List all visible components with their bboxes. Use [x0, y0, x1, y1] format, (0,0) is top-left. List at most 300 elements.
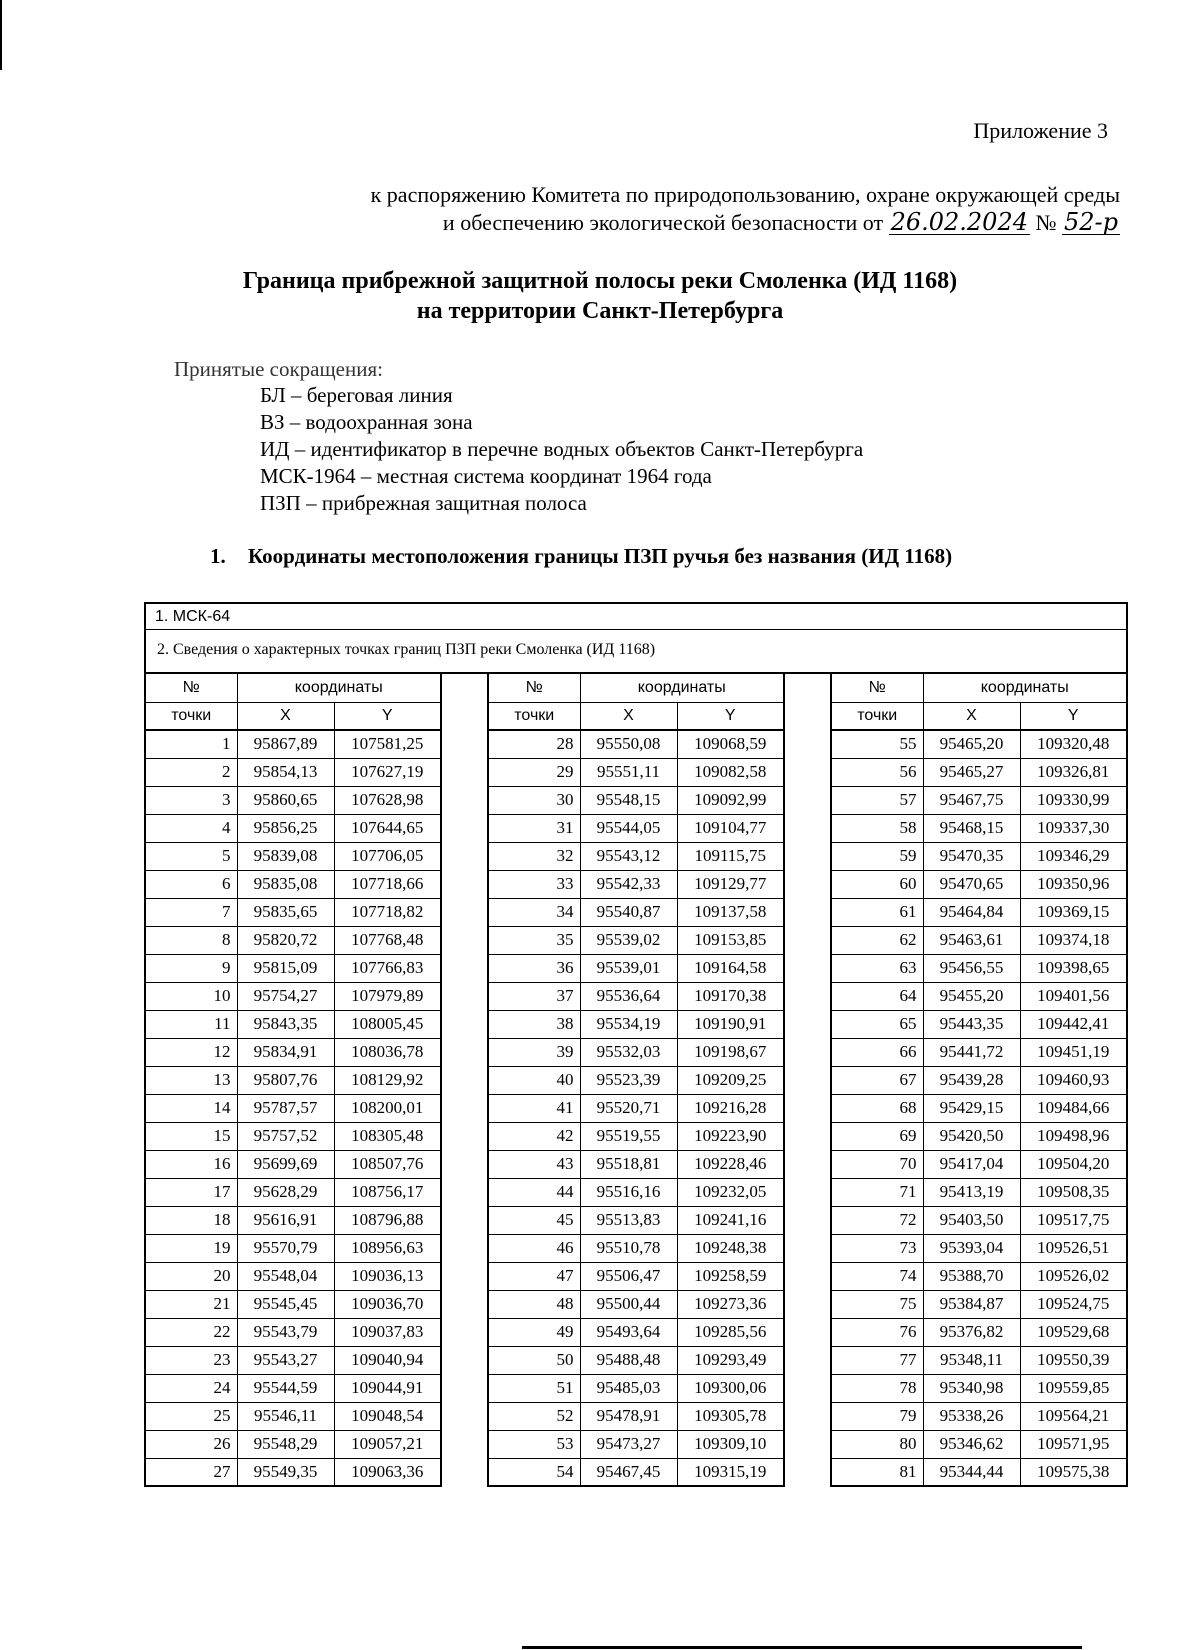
table-row [831, 1094, 1127, 1122]
y-coordinate-cell: 108200,01 [334, 1094, 441, 1122]
x-coordinate-cell: 95429,15 [923, 1094, 1020, 1122]
x-coordinate-cell: 95856,25 [237, 814, 334, 842]
table-row [831, 1402, 1127, 1430]
y-coordinate-cell: 107766,83 [334, 954, 441, 982]
y-coordinate-cell: 108036,78 [334, 1038, 441, 1066]
point-number-cell: 17 [145, 1178, 237, 1206]
point-number-cell: 65 [831, 1010, 923, 1038]
x-coordinate-cell: 95757,52 [237, 1122, 334, 1150]
coordinates-block-1 [144, 674, 442, 1487]
y-coordinate-cell: 108956,63 [334, 1234, 441, 1262]
y-coordinate-cell: 107581,25 [334, 730, 441, 758]
table-row [145, 1290, 441, 1318]
x-coordinate-cell: 95543,12 [580, 842, 677, 870]
table-row [145, 926, 441, 954]
x-coordinate-cell: 95839,08 [237, 842, 334, 870]
table-row [488, 1458, 784, 1486]
point-number-cell: 14 [145, 1094, 237, 1122]
x-coordinate-cell: 95835,65 [237, 898, 334, 926]
x-coordinate-cell: 95570,79 [237, 1234, 334, 1262]
y-coordinate-cell: 109401,56 [1020, 982, 1127, 1010]
table-row [488, 1234, 784, 1262]
table-row [831, 1150, 1127, 1178]
y-coordinate-cell: 107768,48 [334, 926, 441, 954]
abbreviation-item: ВЗ – водоохранная зона [260, 410, 473, 434]
y-coordinate-cell: 109285,56 [677, 1318, 784, 1346]
x-coordinate-cell: 95376,82 [923, 1318, 1020, 1346]
x-coordinate-cell: 95616,91 [237, 1206, 334, 1234]
x-coordinate-cell: 95548,29 [237, 1430, 334, 1458]
table-row [831, 758, 1127, 786]
table-row [488, 1346, 784, 1374]
point-number-cell: 33 [488, 870, 580, 898]
x-coordinate-cell: 95545,45 [237, 1290, 334, 1318]
y-coordinate-cell: 109048,54 [334, 1402, 441, 1430]
y-coordinate-cell: 109170,38 [677, 982, 784, 1010]
coordinates-block-2 [487, 674, 785, 1487]
order-number-handwritten: 52-р [1063, 208, 1118, 236]
y-coordinate-cell: 109228,46 [677, 1150, 784, 1178]
point-number-cell: 51 [488, 1374, 580, 1402]
x-coordinate-cell: 95551,11 [580, 758, 677, 786]
y-coordinate-cell: 107628,98 [334, 786, 441, 814]
point-number-cell: 61 [831, 898, 923, 926]
x-coordinate-cell: 95546,11 [237, 1402, 334, 1430]
x-coordinate-cell: 95815,09 [237, 954, 334, 982]
point-number-cell: 18 [145, 1206, 237, 1234]
column-header-coordinates: координаты [237, 674, 441, 702]
point-number-cell: 20 [145, 1262, 237, 1290]
y-coordinate-cell: 108305,48 [334, 1122, 441, 1150]
table-row [145, 870, 441, 898]
table-row [488, 1206, 784, 1234]
x-coordinate-cell: 95834,91 [237, 1038, 334, 1066]
point-number-cell: 63 [831, 954, 923, 982]
point-number-cell: 24 [145, 1374, 237, 1402]
y-coordinate-cell: 107979,89 [334, 982, 441, 1010]
x-coordinate-cell: 95468,15 [923, 814, 1020, 842]
table-row [831, 1262, 1127, 1290]
point-number-cell: 79 [831, 1402, 923, 1430]
point-number-cell: 30 [488, 786, 580, 814]
x-coordinate-cell: 95543,79 [237, 1318, 334, 1346]
table-row [488, 1262, 784, 1290]
point-number-cell: 29 [488, 758, 580, 786]
x-coordinate-cell: 95403,50 [923, 1206, 1020, 1234]
x-coordinate-cell: 95548,04 [237, 1262, 334, 1290]
y-coordinate-cell: 109305,78 [677, 1402, 784, 1430]
y-coordinate-cell: 108507,76 [334, 1150, 441, 1178]
section-title: Координаты местоположения границы ПЗП ручья без названия (ИД 1168) [248, 544, 953, 568]
column-header-x: X [580, 702, 677, 730]
table-row [488, 1150, 784, 1178]
y-coordinate-cell: 109326,81 [1020, 758, 1127, 786]
y-coordinate-cell: 109526,02 [1020, 1262, 1127, 1290]
point-number-cell: 49 [488, 1318, 580, 1346]
point-number-cell: 81 [831, 1458, 923, 1486]
y-coordinate-cell: 109209,25 [677, 1066, 784, 1094]
y-coordinate-cell: 109258,59 [677, 1262, 784, 1290]
point-number-cell: 16 [145, 1150, 237, 1178]
x-coordinate-cell: 95820,72 [237, 926, 334, 954]
point-number-cell: 55 [831, 730, 923, 758]
point-number-cell: 64 [831, 982, 923, 1010]
y-coordinate-cell: 109350,96 [1020, 870, 1127, 898]
x-coordinate-cell: 95854,13 [237, 758, 334, 786]
table-row [145, 1206, 441, 1234]
point-number-cell: 44 [488, 1178, 580, 1206]
x-coordinate-cell: 95532,03 [580, 1038, 677, 1066]
y-coordinate-cell: 109044,91 [334, 1374, 441, 1402]
table-row [145, 898, 441, 926]
y-coordinate-cell: 109115,75 [677, 842, 784, 870]
column-header-coordinates: координаты [923, 674, 1127, 702]
x-coordinate-cell: 95456,55 [923, 954, 1020, 982]
x-coordinate-cell: 95506,47 [580, 1262, 677, 1290]
table-row [488, 814, 784, 842]
point-number-cell: 21 [145, 1290, 237, 1318]
table-row [831, 1122, 1127, 1150]
y-coordinate-cell: 109223,90 [677, 1122, 784, 1150]
x-coordinate-cell: 95344,44 [923, 1458, 1020, 1486]
table-row [831, 1206, 1127, 1234]
table-row [145, 1430, 441, 1458]
coordinates-table-header [144, 602, 1128, 674]
x-coordinate-cell: 95465,20 [923, 730, 1020, 758]
x-coordinate-cell: 95443,35 [923, 1010, 1020, 1038]
point-number-cell: 8 [145, 926, 237, 954]
abbreviation-item: ПЗП – прибрежная защитная полоса [260, 491, 587, 515]
table-row [145, 1458, 441, 1486]
table-row [488, 786, 784, 814]
point-number-cell: 2 [145, 758, 237, 786]
table-row [145, 1038, 441, 1066]
table-row [488, 1430, 784, 1458]
point-number-cell: 59 [831, 842, 923, 870]
y-coordinate-cell: 109369,15 [1020, 898, 1127, 926]
table-row [488, 926, 784, 954]
table-row [488, 1178, 784, 1206]
point-number-cell: 56 [831, 758, 923, 786]
point-number-cell: 73 [831, 1234, 923, 1262]
point-number-cell: 66 [831, 1038, 923, 1066]
x-coordinate-cell: 95488,48 [580, 1346, 677, 1374]
point-number-cell: 53 [488, 1430, 580, 1458]
table-row [145, 982, 441, 1010]
table-row [145, 1094, 441, 1122]
scan-edge-mark [522, 1646, 1082, 1649]
y-coordinate-cell: 109315,19 [677, 1458, 784, 1486]
point-number-cell: 40 [488, 1066, 580, 1094]
table-row [488, 842, 784, 870]
table-row [145, 814, 441, 842]
column-header-coordinates: координаты [580, 674, 784, 702]
order-number-label: № [1035, 210, 1057, 235]
point-number-cell: 47 [488, 1262, 580, 1290]
x-coordinate-cell: 95835,08 [237, 870, 334, 898]
table-row [831, 926, 1127, 954]
x-coordinate-cell: 95464,84 [923, 898, 1020, 926]
point-number-cell: 62 [831, 926, 923, 954]
table-row [488, 954, 784, 982]
table-row [488, 898, 784, 926]
y-coordinate-cell: 109571,95 [1020, 1430, 1127, 1458]
y-coordinate-cell: 109190,91 [677, 1010, 784, 1038]
table-row [831, 786, 1127, 814]
column-header-number: № [145, 674, 237, 702]
point-number-cell: 77 [831, 1346, 923, 1374]
abbreviation-item: БЛ – береговая линия [260, 383, 453, 407]
points-info-row: 2. Сведения о характерных точках границ ПЗП реки Смоленка (ИД 1168) [157, 641, 656, 658]
order-date-handwritten: 26.02.2024 [890, 208, 1028, 236]
point-number-cell: 4 [145, 814, 237, 842]
table-row [831, 870, 1127, 898]
table-row [831, 1178, 1127, 1206]
order-line-2 [443, 210, 1120, 236]
point-number-cell: 13 [145, 1066, 237, 1094]
table-row [831, 1430, 1127, 1458]
y-coordinate-cell: 109232,05 [677, 1178, 784, 1206]
table-row [145, 730, 441, 758]
y-coordinate-cell: 109460,93 [1020, 1066, 1127, 1094]
table-row [488, 1038, 784, 1066]
table-row [145, 1122, 441, 1150]
table-row [145, 1346, 441, 1374]
x-coordinate-cell: 95518,81 [580, 1150, 677, 1178]
table-row [145, 786, 441, 814]
order-line-1: к распоряжению Комитета по природопользованию, охране окружающей среды [370, 182, 1120, 207]
point-number-cell: 76 [831, 1318, 923, 1346]
y-coordinate-cell: 109037,83 [334, 1318, 441, 1346]
x-coordinate-cell: 95549,35 [237, 1458, 334, 1486]
x-coordinate-cell: 95441,72 [923, 1038, 1020, 1066]
x-coordinate-cell: 95542,33 [580, 870, 677, 898]
x-coordinate-cell: 95478,91 [580, 1402, 677, 1430]
column-header-point: точки [831, 702, 923, 730]
x-coordinate-cell: 95465,27 [923, 758, 1020, 786]
y-coordinate-cell: 109273,36 [677, 1290, 784, 1318]
table-row [831, 1038, 1127, 1066]
section-heading [210, 544, 952, 569]
table-row [145, 1318, 441, 1346]
table-row [831, 982, 1127, 1010]
x-coordinate-cell: 95540,87 [580, 898, 677, 926]
table-row [145, 758, 441, 786]
point-number-cell: 54 [488, 1458, 580, 1486]
y-coordinate-cell: 109498,96 [1020, 1122, 1127, 1150]
point-number-cell: 71 [831, 1178, 923, 1206]
column-header-x: X [923, 702, 1020, 730]
x-coordinate-cell: 95500,44 [580, 1290, 677, 1318]
point-number-cell: 1 [145, 730, 237, 758]
y-coordinate-cell: 109564,21 [1020, 1402, 1127, 1430]
x-coordinate-cell: 95346,62 [923, 1430, 1020, 1458]
x-coordinate-cell: 95348,11 [923, 1346, 1020, 1374]
table-row [488, 1094, 784, 1122]
point-number-cell: 26 [145, 1430, 237, 1458]
x-coordinate-cell: 95417,04 [923, 1150, 1020, 1178]
table-row [145, 1262, 441, 1290]
x-coordinate-cell: 95463,61 [923, 926, 1020, 954]
y-coordinate-cell: 107706,05 [334, 842, 441, 870]
order-line-2-prefix: и обеспечению экологической безопасности от [442, 210, 884, 235]
table-row [831, 954, 1127, 982]
x-coordinate-cell: 95534,19 [580, 1010, 677, 1038]
x-coordinate-cell: 95548,15 [580, 786, 677, 814]
table-row [488, 1066, 784, 1094]
point-number-cell: 41 [488, 1094, 580, 1122]
x-coordinate-cell: 95550,08 [580, 730, 677, 758]
column-header-y: Y [1020, 702, 1127, 730]
x-coordinate-cell: 95543,27 [237, 1346, 334, 1374]
table-row [145, 1066, 441, 1094]
table-row [488, 758, 784, 786]
x-coordinate-cell: 95467,45 [580, 1458, 677, 1486]
y-coordinate-cell: 109508,35 [1020, 1178, 1127, 1206]
column-header-number: № [488, 674, 580, 702]
y-coordinate-cell: 109309,10 [677, 1430, 784, 1458]
point-number-cell: 10 [145, 982, 237, 1010]
point-number-cell: 11 [145, 1010, 237, 1038]
point-number-cell: 7 [145, 898, 237, 926]
point-number-cell: 74 [831, 1262, 923, 1290]
point-number-cell: 34 [488, 898, 580, 926]
y-coordinate-cell: 109063,36 [334, 1458, 441, 1486]
y-coordinate-cell: 109293,49 [677, 1346, 784, 1374]
point-number-cell: 67 [831, 1066, 923, 1094]
y-coordinate-cell: 107718,66 [334, 870, 441, 898]
column-header-point: точки [488, 702, 580, 730]
y-coordinate-cell: 108005,45 [334, 1010, 441, 1038]
x-coordinate-cell: 95544,05 [580, 814, 677, 842]
y-coordinate-cell: 107718,82 [334, 898, 441, 926]
y-coordinate-cell: 109526,51 [1020, 1234, 1127, 1262]
point-number-cell: 25 [145, 1402, 237, 1430]
table-row [831, 1374, 1127, 1402]
point-number-cell: 5 [145, 842, 237, 870]
x-coordinate-cell: 95787,57 [237, 1094, 334, 1122]
point-number-cell: 58 [831, 814, 923, 842]
table-row [488, 1290, 784, 1318]
point-number-cell: 46 [488, 1234, 580, 1262]
y-coordinate-cell: 108756,17 [334, 1178, 441, 1206]
point-number-cell: 75 [831, 1290, 923, 1318]
x-coordinate-cell: 95539,01 [580, 954, 677, 982]
y-coordinate-cell: 109442,41 [1020, 1010, 1127, 1038]
x-coordinate-cell: 95867,89 [237, 730, 334, 758]
y-coordinate-cell: 109398,65 [1020, 954, 1127, 982]
x-coordinate-cell: 95513,83 [580, 1206, 677, 1234]
point-number-cell: 35 [488, 926, 580, 954]
x-coordinate-cell: 95544,59 [237, 1374, 334, 1402]
table-row [831, 1066, 1127, 1094]
y-coordinate-cell: 109517,75 [1020, 1206, 1127, 1234]
x-coordinate-cell: 95523,39 [580, 1066, 677, 1094]
x-coordinate-cell: 95516,16 [580, 1178, 677, 1206]
y-coordinate-cell: 109137,58 [677, 898, 784, 926]
table-row [488, 1402, 784, 1430]
y-coordinate-cell: 108129,92 [334, 1066, 441, 1094]
table-row [488, 1122, 784, 1150]
point-number-cell: 38 [488, 1010, 580, 1038]
y-coordinate-cell: 109559,85 [1020, 1374, 1127, 1402]
y-coordinate-cell: 109036,13 [334, 1262, 441, 1290]
point-number-cell: 70 [831, 1150, 923, 1178]
y-coordinate-cell: 109082,58 [677, 758, 784, 786]
table-row [831, 842, 1127, 870]
point-number-cell: 12 [145, 1038, 237, 1066]
document-title-line-2: на территории Санкт-Петербурга [416, 298, 784, 324]
y-coordinate-cell: 109164,58 [677, 954, 784, 982]
y-coordinate-cell: 109036,70 [334, 1290, 441, 1318]
table-row [831, 730, 1127, 758]
point-number-cell: 39 [488, 1038, 580, 1066]
table-row [488, 730, 784, 758]
x-coordinate-cell: 95439,28 [923, 1066, 1020, 1094]
y-coordinate-cell: 109068,59 [677, 730, 784, 758]
x-coordinate-cell: 95754,27 [237, 982, 334, 1010]
y-coordinate-cell: 109550,39 [1020, 1346, 1127, 1374]
y-coordinate-cell: 109057,21 [334, 1430, 441, 1458]
x-coordinate-cell: 95470,35 [923, 842, 1020, 870]
table-row [488, 982, 784, 1010]
y-coordinate-cell: 107644,65 [334, 814, 441, 842]
point-number-cell: 43 [488, 1150, 580, 1178]
point-number-cell: 48 [488, 1290, 580, 1318]
coordinate-system-row: 1. МСК-64 [146, 604, 1126, 630]
x-coordinate-cell: 95539,02 [580, 926, 677, 954]
table-row [488, 1318, 784, 1346]
abbreviation-item: МСК-1964 – местная система координат 1964 года [260, 464, 712, 488]
y-coordinate-cell: 109216,28 [677, 1094, 784, 1122]
x-coordinate-cell: 95384,87 [923, 1290, 1020, 1318]
table-row [831, 1010, 1127, 1038]
point-number-cell: 6 [145, 870, 237, 898]
point-number-cell: 69 [831, 1122, 923, 1150]
point-number-cell: 78 [831, 1374, 923, 1402]
table-row [145, 1374, 441, 1402]
table-row [831, 1318, 1127, 1346]
x-coordinate-cell: 95413,19 [923, 1178, 1020, 1206]
y-coordinate-cell: 108796,88 [334, 1206, 441, 1234]
y-coordinate-cell: 109129,77 [677, 870, 784, 898]
point-number-cell: 9 [145, 954, 237, 982]
table-row [831, 1234, 1127, 1262]
y-coordinate-cell: 109484,66 [1020, 1094, 1127, 1122]
x-coordinate-cell: 95520,71 [580, 1094, 677, 1122]
point-number-cell: 45 [488, 1206, 580, 1234]
x-coordinate-cell: 95536,64 [580, 982, 677, 1010]
point-number-cell: 22 [145, 1318, 237, 1346]
y-coordinate-cell: 109040,94 [334, 1346, 441, 1374]
point-number-cell: 42 [488, 1122, 580, 1150]
y-coordinate-cell: 109529,68 [1020, 1318, 1127, 1346]
y-coordinate-cell: 109241,16 [677, 1206, 784, 1234]
y-coordinate-cell: 109451,19 [1020, 1038, 1127, 1066]
appendix-label: Приложение 3 [973, 118, 1108, 143]
x-coordinate-cell: 95807,76 [237, 1066, 334, 1094]
point-number-cell: 50 [488, 1346, 580, 1374]
x-coordinate-cell: 95388,70 [923, 1262, 1020, 1290]
x-coordinate-cell: 95420,50 [923, 1122, 1020, 1150]
y-coordinate-cell: 109337,30 [1020, 814, 1127, 842]
point-number-cell: 15 [145, 1122, 237, 1150]
point-number-cell: 3 [145, 786, 237, 814]
y-coordinate-cell: 109104,77 [677, 814, 784, 842]
point-number-cell: 80 [831, 1430, 923, 1458]
y-coordinate-cell: 109374,18 [1020, 926, 1127, 954]
column-header-x: X [237, 702, 334, 730]
